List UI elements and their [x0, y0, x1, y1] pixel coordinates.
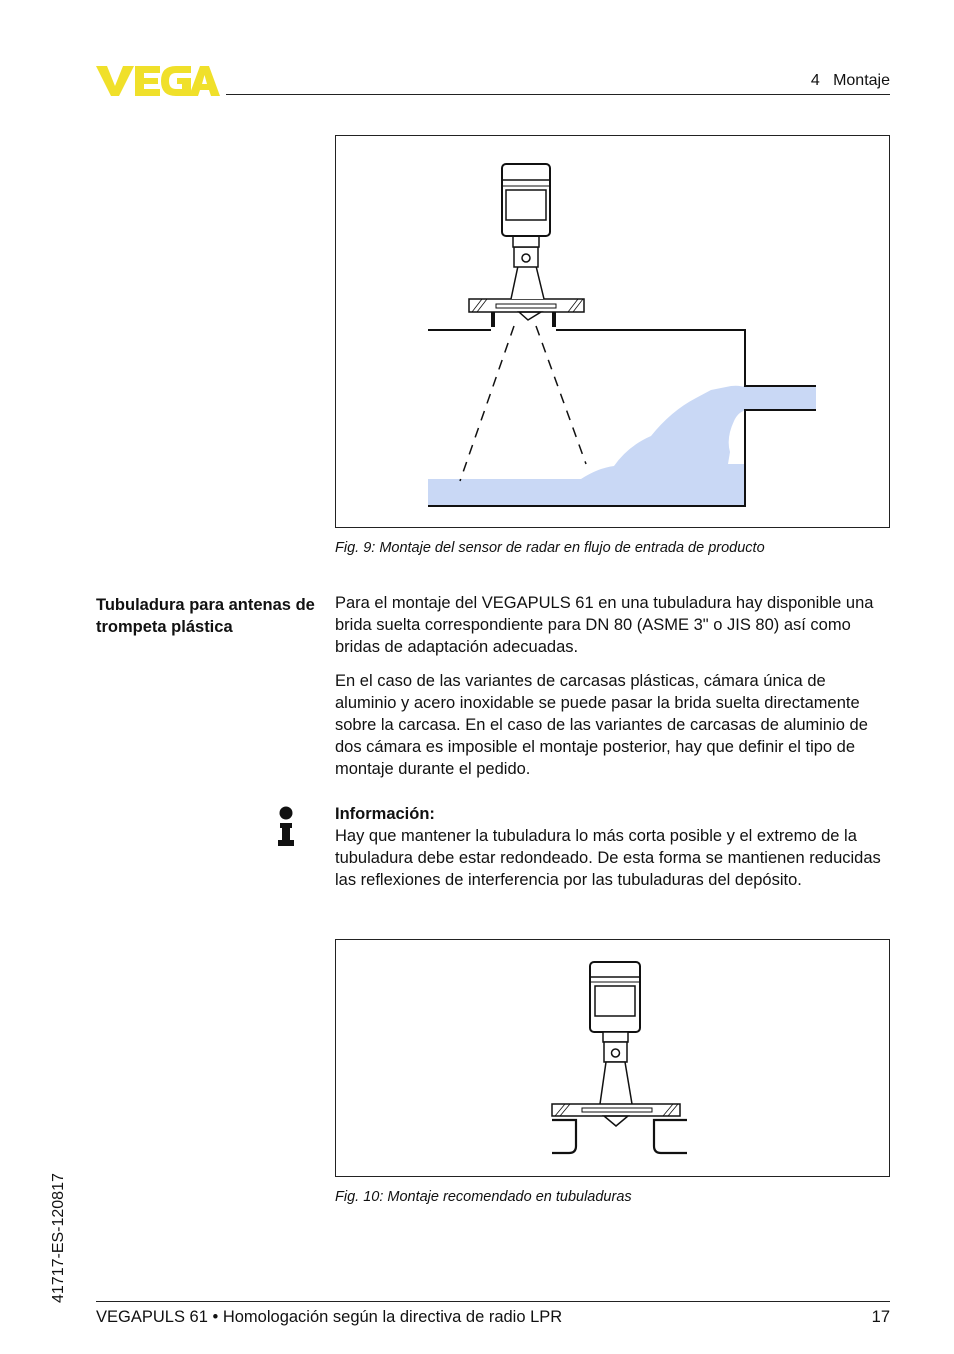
figure-10-caption: Fig. 10: Montaje recomendado en tubuladuras — [335, 1189, 632, 1205]
info-icon — [276, 806, 296, 848]
header-rule — [226, 94, 890, 95]
info-heading: Información: — [335, 805, 435, 823]
page-number: 17 — [871, 1308, 890, 1326]
figure-9-caption: Fig. 9: Montaje del sensor de radar en flujo de entrada de producto — [335, 540, 765, 556]
header-section: 4 Montaje — [810, 72, 890, 89]
paragraph-2: En el caso de las variantes de carcasas plásticas, cámara única de aluminio y acero inoxidable se puede pasar la brida suelta directamente sobre la carcasa. En el caso de las variantes de carcasas de aluminio de dos cámara es imposible el montaje posterior, hay que definir el tipo de montaje durante el pedido. — [335, 672, 868, 778]
footer-rule — [96, 1301, 890, 1302]
footer-title: VEGAPULS 61 • Homologación según la directiva de radio LPR — [96, 1308, 563, 1326]
paragraph-1: Para el montaje del VEGAPULS 61 en una tubuladura hay disponible una brida suelta correspondiente para DN 80 (ASME 3" o JIS 80) así como bridas de adaptación adecuadas. — [335, 594, 874, 656]
side-heading — [96, 594, 316, 638]
side-heading-text: Tubuladura para antenas de trompeta plástica — [96, 596, 315, 636]
info-text: Hay que mantener la tubuladura lo más corta posible y el extremo de la tubuladura debe estar redondeado. De esta forma se mantienen reducidas las reflexiones de interferencia por las tubuladuras del depósito. — [335, 827, 881, 889]
vega-logo — [96, 62, 220, 100]
figure-10 — [335, 939, 890, 1177]
liquid-surface — [428, 386, 746, 506]
document-code: 41717-ES-120817 — [50, 1173, 67, 1303]
figure-9 — [335, 135, 890, 528]
